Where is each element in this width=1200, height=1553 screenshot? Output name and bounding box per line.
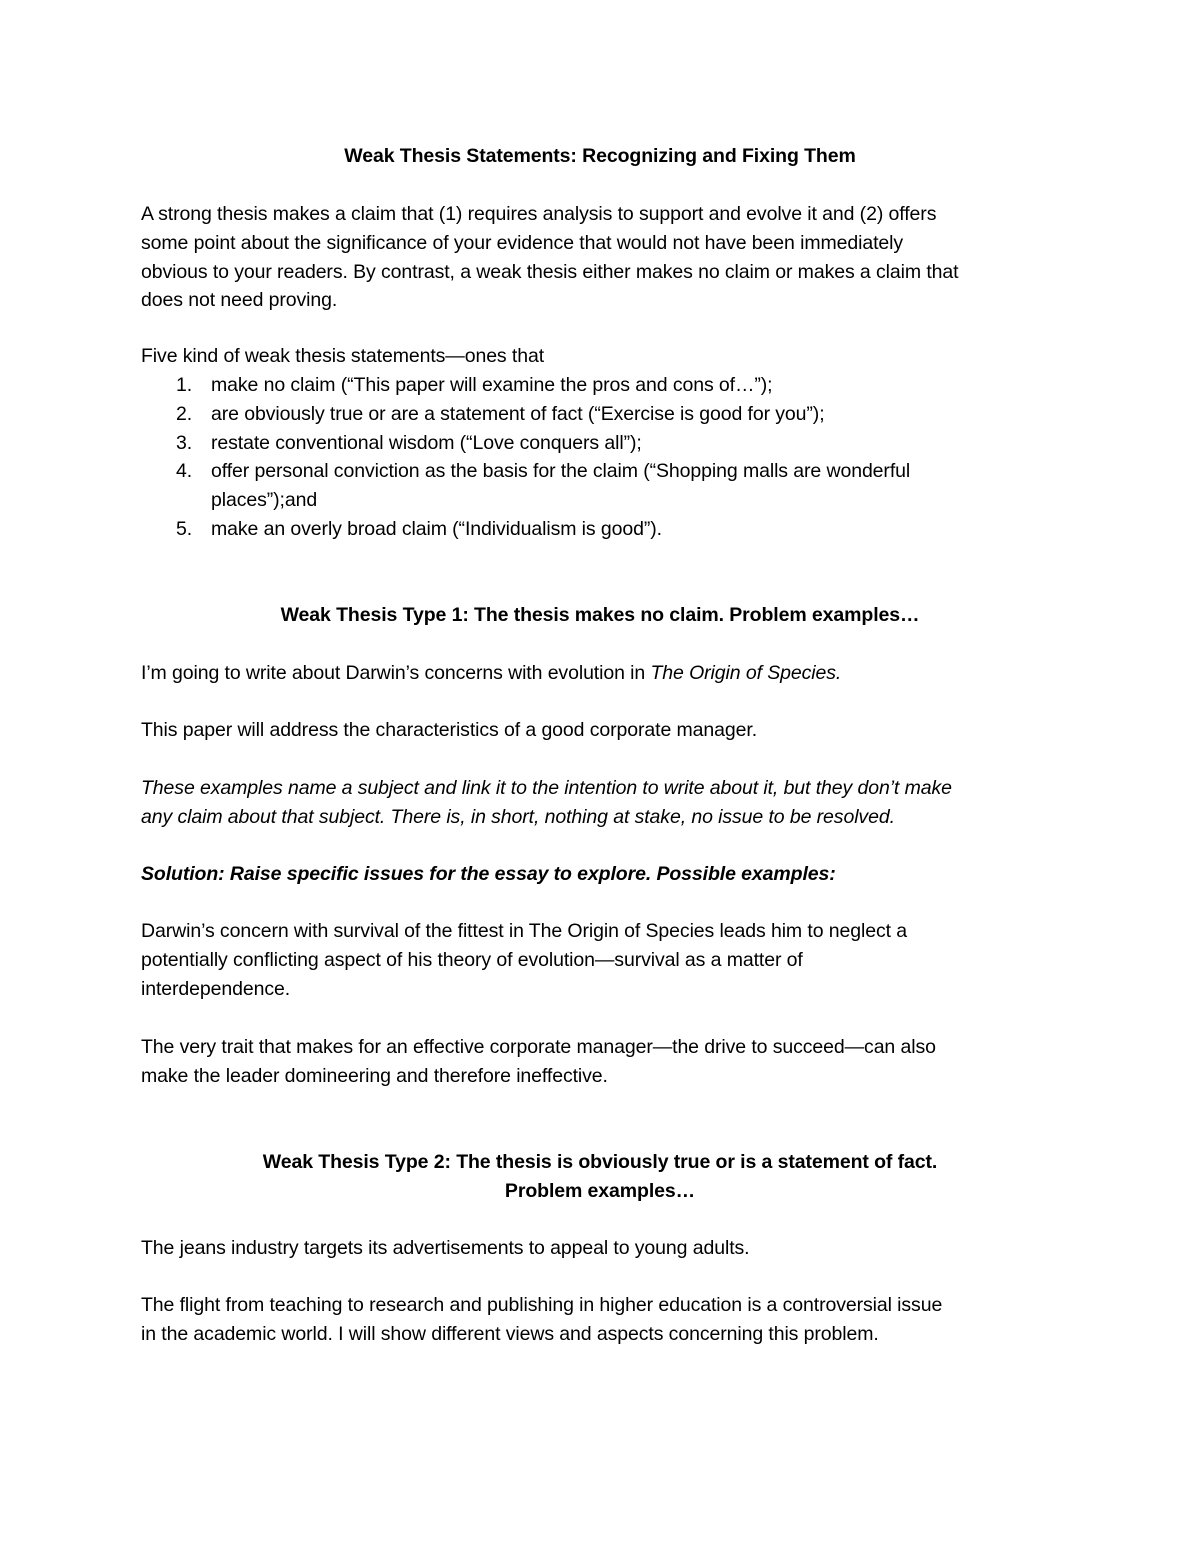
list-item-text: offer personal conviction as the basis for the claim (“Shopping malls are wonderful — [211, 460, 911, 483]
list-item-number: 5. — [176, 517, 193, 540]
type2-heading — [141, 1148, 1059, 1206]
intro-line: some point about the significance of your evidence that would not have been immediately — [141, 231, 904, 254]
solution-line: Darwin’s concern with survival of the fittest in The Origin of Species leads him to neglect a — [141, 920, 908, 942]
book-title: The Origin of Species. — [650, 662, 842, 684]
list-item-text: make no claim (“This paper will examine the pros and cons of…”); — [211, 374, 773, 396]
intro-paragraph — [141, 200, 1071, 315]
type1-example-2: This paper will address the characteristics of a good corporate manager. — [141, 719, 758, 741]
list-item — [141, 400, 1071, 429]
list-item — [141, 515, 1071, 544]
solution-line: interdependence. — [141, 977, 291, 1000]
type2-example-1: The jeans industry targets its advertisements to appeal to young adults. — [141, 1237, 750, 1259]
explanation-line: any claim about that subject. There is, in short, nothing at stake, no issue to be resolved. — [141, 805, 895, 828]
intro-line: obvious to your readers. By contrast, a weak thesis either makes no claim or makes a claim that — [141, 260, 959, 283]
document-title: Weak Thesis Statements: Recognizing and Fixing Them — [344, 145, 856, 167]
intro-line: A strong thesis makes a claim that (1) requires analysis to support and evolve it and (2) offers — [141, 203, 937, 225]
solution-line: The very trait that makes for an effective corporate manager—the drive to succeed—can also — [141, 1036, 936, 1058]
solution-example-2 — [141, 1033, 1071, 1091]
type1-heading: Weak Thesis Type 1: The thesis makes no claim. Problem examples… — [280, 604, 920, 626]
list-item-text: make an overly broad claim (“Individualism is good”). — [211, 517, 662, 540]
weak-thesis-list — [141, 371, 1071, 544]
type2-heading-line: Weak Thesis Type 2: The thesis is obviously true or is a statement of fact. — [262, 1151, 938, 1173]
type2-example-line: in the academic world. I will show different views and aspects concerning this problem. — [141, 1322, 879, 1345]
list-intro: Five kind of weak thesis statements—ones that — [141, 345, 545, 367]
solution-example-1 — [141, 917, 1071, 1003]
type2-example-2 — [141, 1291, 1071, 1349]
explanation-line: These examples name a subject and link it to the intention to write about it, but they don’t make — [141, 777, 952, 799]
list-item-number: 2. — [176, 402, 193, 425]
list-item-number: 4. — [176, 460, 193, 483]
type1-solution: Solution: Raise specific issues for the essay to explore. Possible examples: — [141, 863, 836, 885]
list-item-text: restate conventional wisdom (“Love conquers all”); — [211, 431, 642, 454]
list-item-text: places”);and — [211, 489, 318, 512]
list-item-number: 3. — [176, 431, 193, 454]
list-item — [141, 371, 1071, 400]
intro-line: does not need proving. — [141, 289, 338, 312]
list-item — [141, 429, 1071, 458]
type1-example-1-text: I’m going to write about Darwin’s concerns with evolution in — [141, 662, 651, 684]
solution-line: potentially conflicting aspect of his theory of evolution—survival as a matter of — [141, 948, 803, 971]
type1-example-1 — [141, 659, 1071, 688]
type1-explanation — [141, 774, 1071, 832]
solution-line: make the leader domineering and therefore ineffective. — [141, 1064, 608, 1087]
list-item-number: 1. — [176, 374, 193, 396]
type2-heading-line: Problem examples… — [504, 1179, 696, 1202]
type2-example-line: The flight from teaching to research and publishing in higher education is a controversial issue — [141, 1294, 943, 1316]
list-item — [141, 457, 1071, 515]
list-item-text: are obviously true or are a statement of fact (“Exercise is good for you”); — [211, 402, 825, 425]
